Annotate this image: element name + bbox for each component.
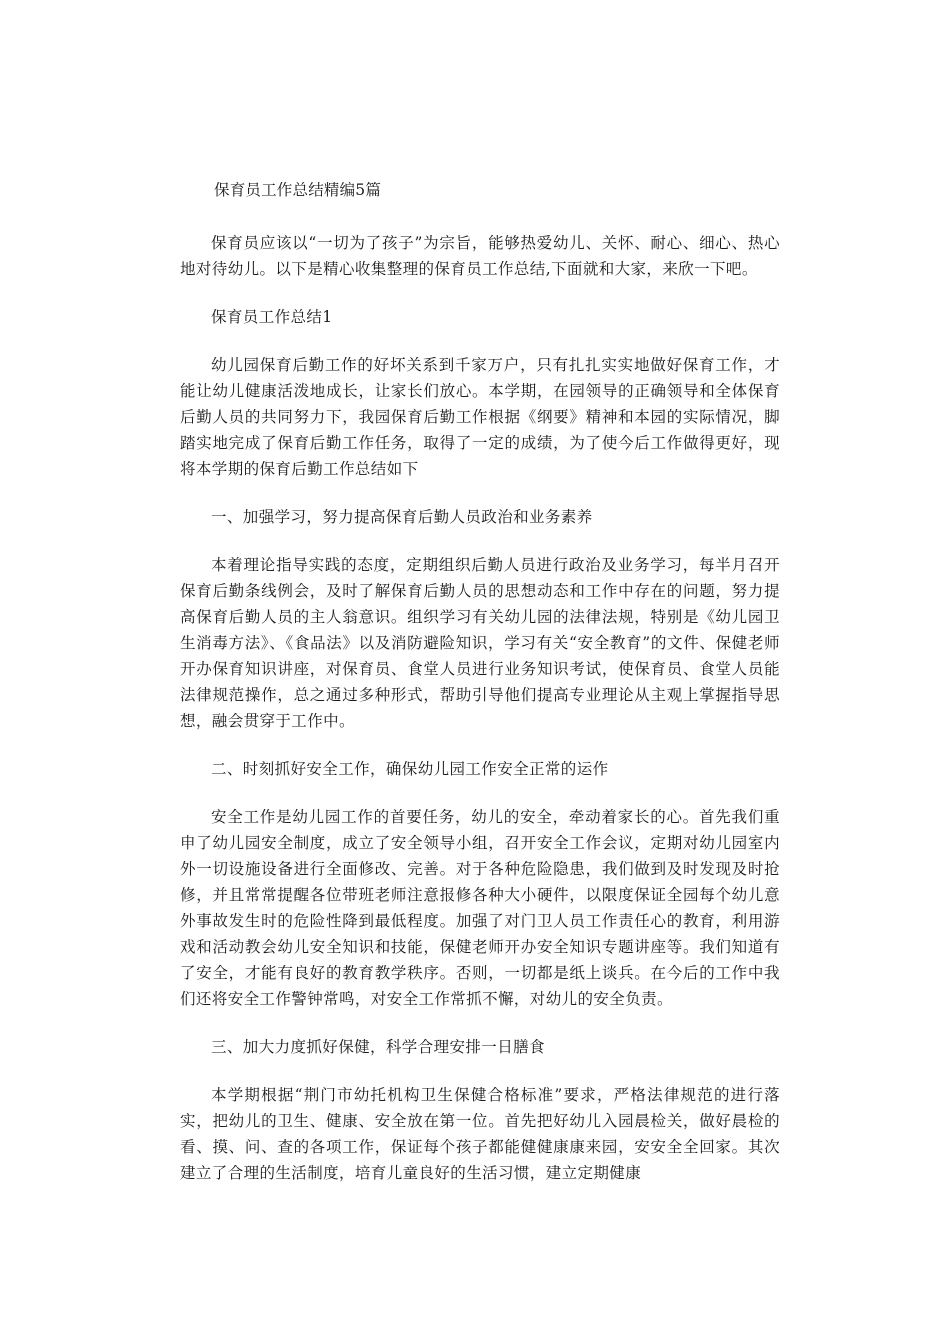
section-1-heading: 一、加强学习，努力提高保育后勤人员政治和业务素养 — [211, 508, 593, 526]
section-1-paragraph: 本着理论指导实践的态度，定期组织后勤人员进行政治及业务学习，每半月召开保育后勤条线例会，及时了解保育后勤人员的思想动态和工作中存在的问题，努力提高保育后勤人员的主人翁意识。组织学习有关幼儿园的法律法规，特别是《幼儿园卫生消毒方法》、《食品法》以及消防避险知识，学习有关“安全教育”的文件、保健老师开办保育知识讲座，对保育员、食堂人员进行业务知识考试，使保育员、食堂人员能法律规范操作，总之通过多种形式，帮助引导他们提高专业理论从主观上掌握指导思想，融会贯穿于工作中。 — [180, 556, 780, 730]
section-3-heading: 三、加大力度抓好保健，科学合理安排一日膳食 — [211, 1038, 545, 1056]
document-body — [180, 176, 780, 1208]
section-3-paragraph: 本学期根据“荆门市幼托机构卫生保健合格标准”要求，严格法律规范的进行落实，把幼儿的卫生、健康、安全放在第一位。首先把好幼儿入园晨检关，做好晨检的看、摸、问、查的各项工作，保证每个孩子都能健健康康来园，安安全全回家。其次建立了合理的生活制度，培育儿童良好的生活习惯，建立定期健康 — [180, 1086, 780, 1182]
summary-1-heading: 保育员工作总结1 — [211, 308, 333, 326]
document-title: 保育员工作总结精编5篇 — [214, 181, 382, 199]
section-2-heading: 二、时刻抓好安全工作，确保幼儿园工作安全正常的运作 — [211, 760, 609, 778]
section-2-paragraph: 安全工作是幼儿园工作的首要任务，幼儿的安全，牵动着家长的心。首先我们重申了幼儿园安全制度，成立了安全领导小组，召开安全工作会议，定期对幼儿园室内外一切设施设备进行全面修改、完善。对于各种危险隐患，我们做到及时发现及时抢修，并且常常提醒各位带班老师注意报修各种大小硬件，以限度保证全园每个幼儿意外事故发生时的危险性降到最低程度。加强了对门卫人员工作责任心的教育，利用游戏和活动教会幼儿安全知识和技能，保健老师开办安全知识专题讲座等。我们知道有了安全，才能有良好的教育教学秩序。否则，一切都是纸上谈兵。在今后的工作中我们还将安全工作警钟常鸣，对安全工作常抓不懈，对幼儿的安全负责。 — [180, 808, 780, 1008]
summary-1-paragraph: 幼儿园保育后勤工作的好坏关系到千家万户，只有扎扎实实地做好保育工作，才能让幼儿健康活泼地成长，让家长们放心。本学期，在园领导的正确领导和全体保育后勤人员的共同努力下，我园保育后勤工作根据《纲要》精神和本园的实际情况，脚踏实地完成了保育后勤工作任务，取得了一定的成绩，为了使今后工作做得更好，现将本学期的保育后勤工作总结如下 — [180, 356, 780, 478]
intro-paragraph: 保育员应该以“一切为了孩子”为宗旨，能够热爱幼儿、关怀、耐心、细心、热心地对待幼儿。以下是精心收集整理的保育员工作总结,下面就和大家，来欣一下吧。 — [180, 234, 780, 278]
